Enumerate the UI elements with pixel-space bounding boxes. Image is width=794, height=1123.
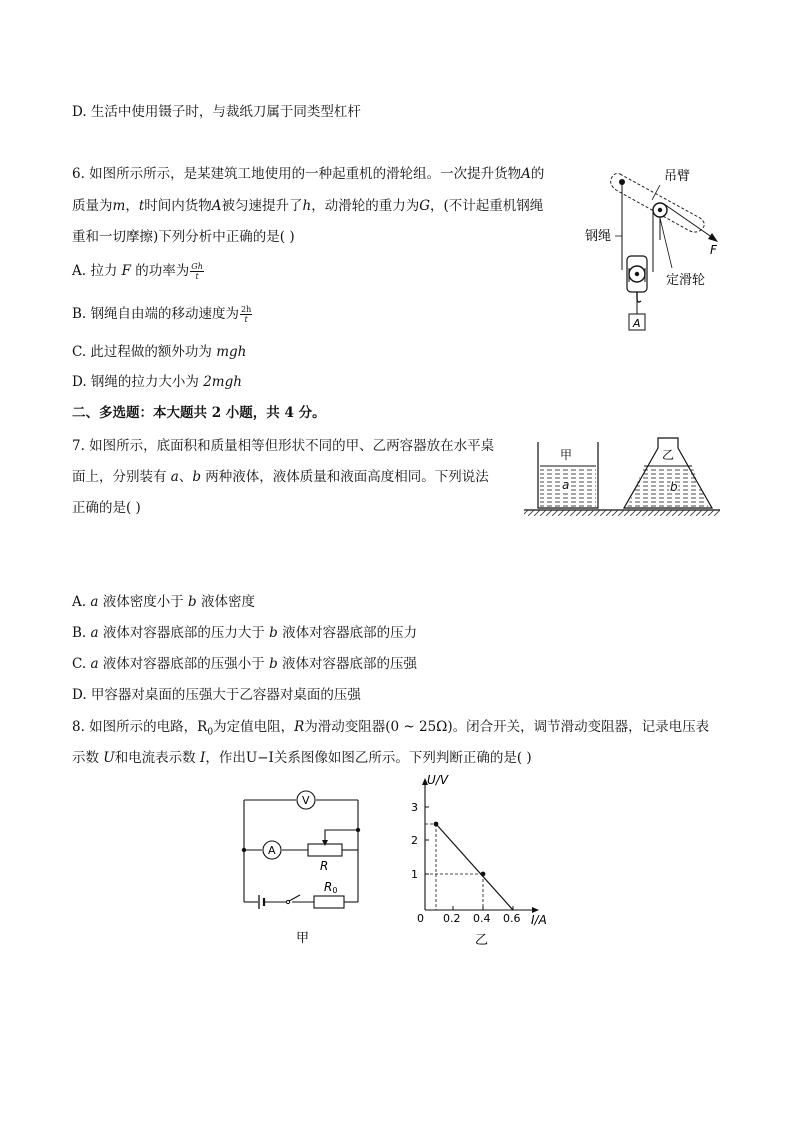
q6-option-b: B. 钢绳自由端的移动速度为 $\frac{2h}{t}$ bbox=[72, 305, 252, 324]
ammeter-label: A bbox=[268, 844, 276, 857]
origin-label: 0 bbox=[417, 912, 424, 925]
q7-containers-figure bbox=[522, 432, 722, 522]
rheostat-label: R bbox=[320, 859, 329, 873]
label-arm: 吊臂 bbox=[664, 169, 691, 184]
q7-option-a: A. a 液体密度小于 b 液体密度 bbox=[72, 594, 255, 610]
label-b: b bbox=[670, 480, 678, 494]
y-tick-3: 3 bbox=[411, 801, 418, 814]
hook bbox=[637, 292, 641, 302]
y-tick-1: 1 bbox=[411, 868, 418, 881]
circuit-caption: 甲 bbox=[296, 931, 310, 946]
q8-ui-graph bbox=[405, 770, 565, 950]
y-axis-label: U/V bbox=[427, 773, 449, 787]
liquid-b bbox=[627, 466, 709, 508]
x-axis-label: I/A bbox=[531, 913, 547, 927]
label-fixed-pulley: 定滑轮 bbox=[666, 273, 706, 288]
section-heading-multi: 二、多选题：本大题共 2 小题，共 4 分。 bbox=[72, 405, 326, 421]
label-yi: 乙 bbox=[662, 448, 675, 462]
point-upper bbox=[434, 822, 439, 827]
q6-stem-line2: 质量为m，t时间内货物A被匀速提升了h，动滑轮的重力为G，(不计起重机钢绳 bbox=[72, 198, 544, 214]
q6-option-a-fraction: $\frac{Gh}{t}$ bbox=[191, 262, 203, 281]
x-tick-0.2: 0.2 bbox=[443, 912, 461, 925]
q6-stem-line1: 6. 如图所示所示，是某建筑工地使用的一种起重机的滑轮组。一次提升货物A的 bbox=[72, 166, 545, 182]
x-tick-0.6: 0.6 bbox=[503, 912, 521, 925]
x-tick-0.4: 0.4 bbox=[473, 912, 491, 925]
q6-option-b-fraction: $\frac{2h}{t}$ bbox=[241, 305, 252, 324]
q6-stem-line3: 重和一切摩擦)下列分析中正确的是( ) bbox=[72, 229, 295, 245]
graph-caption: 乙 bbox=[475, 933, 489, 948]
point-lower bbox=[481, 872, 486, 877]
q5-option-d: D. 生活中使用镊子时，与裁纸刀属于同类型杠杆 bbox=[72, 104, 361, 120]
resistor-r0-label: R0 bbox=[324, 880, 338, 895]
switch-blade bbox=[289, 895, 300, 901]
q6-option-a: A. 拉力 F 的功率为 $\frac{Gh}{t}$ bbox=[72, 262, 203, 281]
q6-option-c: C. 此过程做的额外功为 mgh bbox=[72, 344, 247, 360]
q8-circuit-figure bbox=[232, 786, 372, 951]
q7-option-d: D. 甲容器对桌面的压强大于乙容器对桌面的压强 bbox=[72, 687, 361, 703]
label-rope: 钢绳 bbox=[585, 229, 612, 244]
label-cargo-a: A bbox=[633, 317, 641, 330]
table-hatch bbox=[524, 510, 720, 516]
y-tick-2: 2 bbox=[411, 834, 418, 847]
q8-stem-line1: 8. 如图所示的电路，$R_0$为定值电阻，R为滑动变阻器(0 ~ 25Ω)。闭合开关，调节滑动变阻器，记录电压表 bbox=[72, 719, 710, 738]
label-a: a bbox=[562, 478, 570, 492]
q7-stem-line2: 面上，分别装有 a、b 两种液体，液体质量和液面高度相同。下列说法 bbox=[72, 469, 489, 485]
q7-option-b: B. a 液体对容器底部的压力大于 b 液体对容器底部的压力 bbox=[72, 625, 418, 641]
q7-stem-line1: 7. 如图所示，底面积和质量相等但形状不同的甲、乙两容器放在水平桌 bbox=[72, 438, 495, 454]
voltmeter-label: V bbox=[302, 794, 310, 807]
label-jia: 甲 bbox=[560, 448, 573, 462]
label-force-f: F bbox=[710, 243, 717, 257]
q7-option-c: C. a 液体对容器底部的压强小于 b 液体对容器底部的压强 bbox=[72, 656, 418, 672]
ui-line bbox=[436, 824, 513, 910]
q6-option-d: D. 钢绳的拉力大小为 2mgh bbox=[72, 374, 242, 390]
resistor-r0 bbox=[314, 896, 344, 908]
q6-pulley-figure bbox=[580, 160, 730, 340]
q7-stem-line3: 正确的是( ) bbox=[72, 500, 141, 516]
q8-stem-line2: 示数 U和电流表示数 I，作出U−I关系图像如图乙所示。下列判断正确的是( ) bbox=[72, 750, 532, 766]
